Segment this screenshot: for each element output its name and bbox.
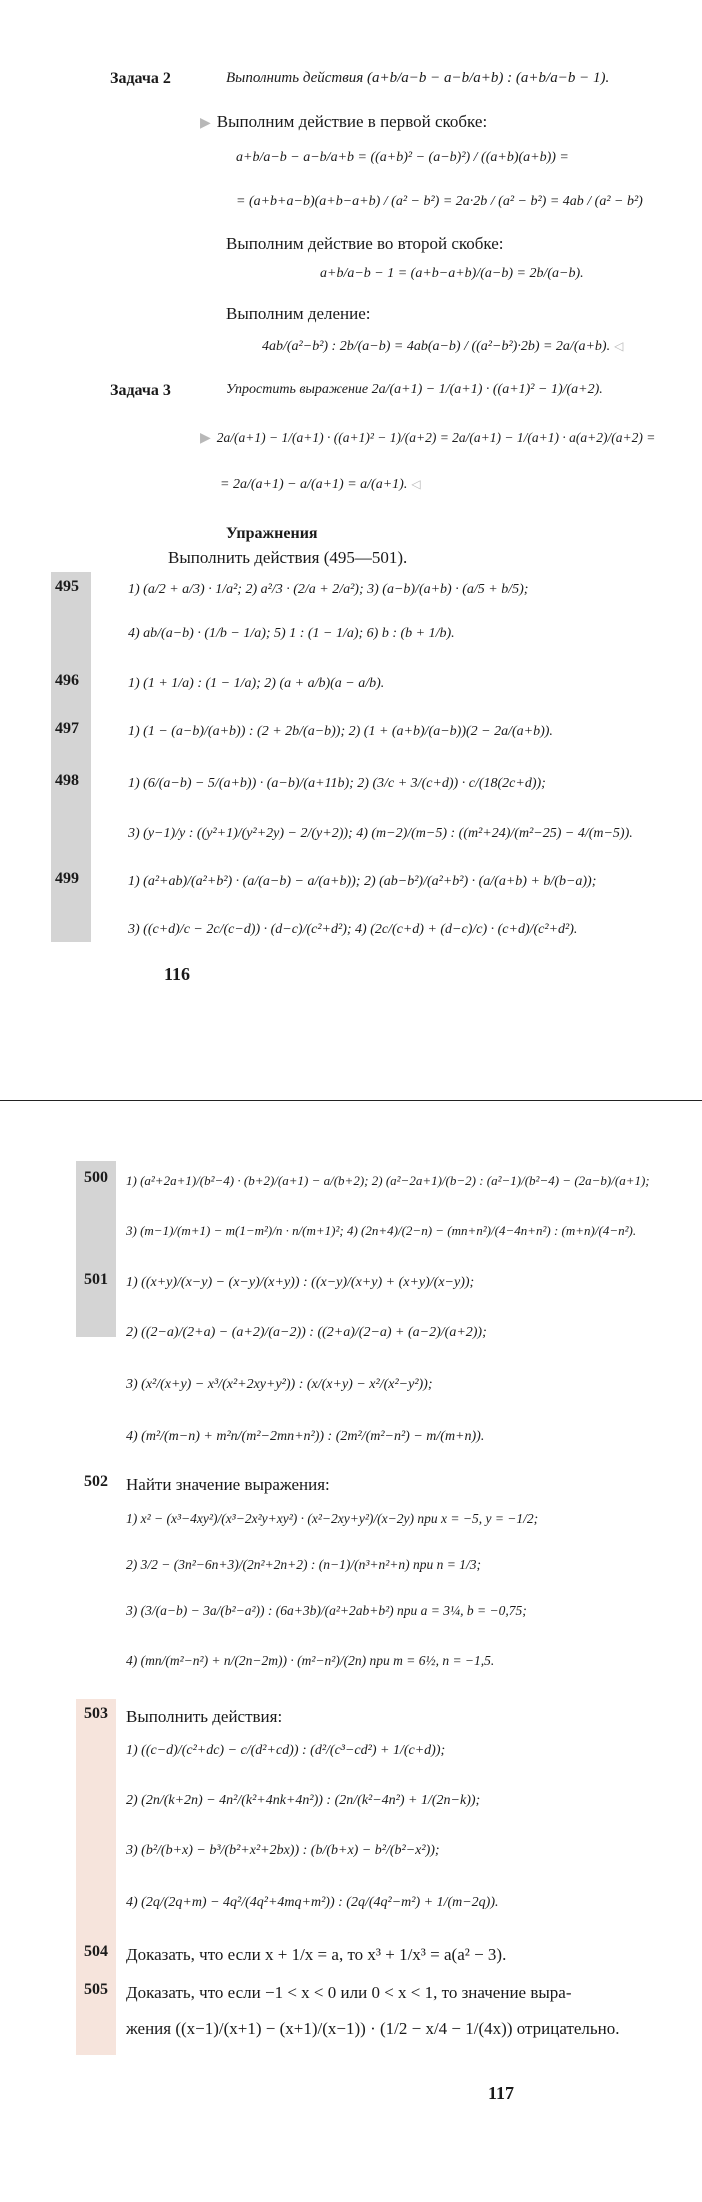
ex502-row1: 1) x² − (x³−4xy²)/(x³−2x²y+xy²) · (x²−2xy+y²)/(x−2y) при x = −5, y = −1/2; — [126, 1511, 539, 1526]
ex500-label: 500 — [84, 1169, 108, 1186]
task2-label: Задача 2 — [110, 70, 171, 87]
end-triangle-icon: ◁ — [411, 477, 421, 491]
ex502-row4: 4) (mn/(m²−n²) + n/(2n−2m)) · (m²−n²)/(2n) при m = 6½, n = −1,5. — [126, 1653, 495, 1668]
task2-step1-line1: a+b/a−b − a−b/a+b = ((a+b)² − (a−b)²) / ((a+b)(a+b)) = — [236, 150, 569, 165]
page-number: 117 — [488, 2083, 515, 2103]
ex504-row1: Доказать, что если x + 1/x = a, то x³ + 1/x³ = a(a² − 3). — [126, 1945, 507, 1964]
exercise-number-strip — [76, 1161, 116, 1337]
ex503-label: 503 — [84, 1705, 108, 1722]
ex495-row1: 1) (a/2 + a/3) · 1/a²; 2) a²/3 · (2/a + 2/a²); 3) (a−b)/(a+b) · (a/5 + b/5); — [128, 582, 529, 597]
task2-step3-line1 — [262, 334, 623, 359]
ex499-row1: 1) (a²+ab)/(a²+b²) · (a/(a−b) − a/(a+b)); 2) (ab−b²)/(a²+b²) · (a/(a+b) + b/(b−a)); — [128, 874, 597, 889]
ex500-row2: 3) (m−1)/(m+1) − m(1−m²)/n · n/(m+1)²; 4) (2n+4)/(2−n) − (mn+n²)/(4−4n+n²) : (m+n)/(4−n²). — [126, 1223, 637, 1238]
ex502-row3: 3) (3/(a−b) − 3a/(b²−a²)) : (6a+3b)/(a²+2ab+b²) при a = 3¼, b = −0,75; — [126, 1603, 527, 1618]
ex498-row2: 3) (y−1)/y : ((y²+1)/(y²+2y) − 2/(y+2)); 4) (m−2)/(m−5) : ((m²+24)/(m²−25) − 4/(m−5)). — [128, 826, 633, 841]
task3-line1-row — [200, 426, 655, 451]
ex498-label: 498 — [55, 772, 79, 789]
ex495-label: 495 — [55, 578, 79, 595]
ex505-label: 505 — [84, 1981, 108, 1998]
ex502-title: Найти значение выражения: — [126, 1475, 330, 1494]
ex499-label: 499 — [55, 870, 79, 887]
exercises-intro: Выполнить действия (495—501). — [168, 548, 408, 567]
ex497-label: 497 — [55, 720, 79, 737]
ex502-row2: 2) 3/2 − (3n²−6n+3)/(2n²+2n+2) : (n−1)/(n³+n²+n) при n = 1/3; — [126, 1557, 482, 1572]
ex501-row1: 1) ((x+y)/(x−y) − (x−y)/(x+y)) : ((x−y)/(x+y) + (x+y)/(x−y)); — [126, 1275, 475, 1290]
ex504-label: 504 — [84, 1943, 108, 1960]
ex495-row2: 4) ab/(a−b) · (1/b − 1/a); 5) 1 : (1 − 1/a); 6) b : (b + 1/b). — [128, 626, 455, 641]
ex501-row3: 3) (x²/(x+y) − x³/(x²+2xy+y²)) : (x/(x+y) − x²/(x²−y²)); — [126, 1377, 433, 1392]
ex501-row4: 4) (m²/(m−n) + m²n/(m²−2mn+n²)) : (2m²/(m²−n²) − m/(m+n)). — [126, 1429, 485, 1444]
ex498-row1: 1) (6/(a−b) − 5/(a+b)) · (a−b)/(a+11b); 2) (3/c + 3/(c+d)) · c/(18(2c+d)); — [128, 776, 546, 791]
page-number: 116 — [164, 964, 191, 984]
ex503-row1: 1) ((c−d)/(c²+dc) − c/(d²+cd)) : (d²/(c³−cd²) + 1/(c+d)); — [126, 1743, 446, 1758]
ex502-label: 502 — [84, 1473, 108, 1490]
ex503-title: Выполнить действия: — [126, 1707, 283, 1726]
task2-step1-line2: = (a+b+a−b)(a+b−a+b) / (a² − b²) = 2a·2b / (a² − b²) = 4ab / (a² − b²) — [236, 194, 643, 209]
task2-statement: Выполнить действия (a+b/a−b − a−b/a+b) : (a+b/a−b − 1). — [226, 70, 610, 86]
ex500-row1: 1) (a²+2a+1)/(b²−4) · (b+2)/(a+1) − a/(b+2); 2) (a²−2a+1)/(b−2) : (a²−1)/(b²−4) − (2a−b)/(a+1); — [126, 1173, 650, 1188]
ex499-row2: 3) ((c+d)/c − 2c/(c−d)) · (d−c)/(c²+d²); 4) (2c/(c+d) + (d−c)/c) · (c+d)/(c²+d²). — [128, 922, 578, 937]
task2-step3-title: Выполним деление: — [226, 304, 371, 323]
task2-step2-title: Выполним действие во второй скобке: — [226, 234, 504, 253]
task3-line2-text: = 2a/(a+1) − a/(a+1) = a/(a+1). — [220, 477, 408, 492]
task3-label: Задача 3 — [110, 382, 171, 399]
task3-statement: Упростить выражение 2a/(a+1) − 1/(a+1) · ((a+1)² − 1)/(a+2). — [226, 382, 603, 397]
ex497-row1: 1) (1 − (a−b)/(a+b)) : (2 + 2b/(a−b)); 2) (1 + (a+b)/(a−b))(2 − 2a/(a+b)). — [128, 724, 553, 739]
task2-step3-text: 4ab/(a²−b²) : 2b/(a−b) = 4ab(a−b) / ((a²−b²)·2b) = 2a/(a+b). — [262, 339, 611, 354]
ex501-row2: 2) ((2−a)/(2+a) − (a+2)/(a−2)) : ((2+a)/(2−a) + (a−2)/(a+2)); — [126, 1325, 487, 1340]
task2-step2-line1: a+b/a−b − 1 = (a+b−a+b)/(a−b) = 2b/(a−b). — [320, 266, 584, 281]
ex503-row3: 3) (b²/(b+x) − b³/(b²+x²+2bx)) : (b/(b+x) − b²/(b²−x²)); — [126, 1843, 440, 1858]
ex496-label: 496 — [55, 672, 79, 689]
task2-heading — [110, 66, 171, 91]
ex505-row1: Доказать, что если −1 < x < 0 или 0 < x < 1, то значение выра- — [126, 1983, 572, 2002]
page-117 — [0, 1101, 702, 2202]
end-triangle-icon: ◁ — [614, 339, 624, 353]
triangle-marker-icon: ▶ — [200, 431, 211, 446]
task2-step1-title-row — [200, 110, 487, 136]
ex503-row2: 2) (2n/(k+2n) − 4n²/(k²+4nk+4n²)) : (2n/(k²−4n²) + 1/(2n−k)); — [126, 1793, 481, 1808]
ex505-row2: жения ((x−1)/(x+1) − (x+1)/(x−1)) · (1/2 − x/4 − 1/(4x)) отрицательно. — [126, 2019, 620, 2038]
ex501-label: 501 — [84, 1271, 108, 1288]
task2-step1-title: Выполним действие в первой скобке: — [216, 112, 488, 131]
triangle-marker-icon: ▶ — [200, 116, 211, 131]
task3-line2 — [220, 472, 421, 497]
highlight-number-strip — [76, 1699, 116, 2055]
task3-heading — [110, 378, 171, 403]
task3-line1: 2a/(a+1) − 1/(a+1) · ((a+1)² − 1)/(a+2) = 2a/(a+1) − 1/(a+1) · a(a+2)/(a+2) = — [216, 430, 656, 445]
ex503-row4: 4) (2q/(2q+m) − 4q²/(4q²+4mq+m²)) : (2q/(4q²−m²) + 1/(m−2q)). — [126, 1895, 499, 1910]
exercises-title: Упражнения — [226, 525, 318, 542]
ex496-row1: 1) (1 + 1/a) : (1 − 1/a); 2) (a + a/b)(a − a/b). — [128, 676, 385, 691]
